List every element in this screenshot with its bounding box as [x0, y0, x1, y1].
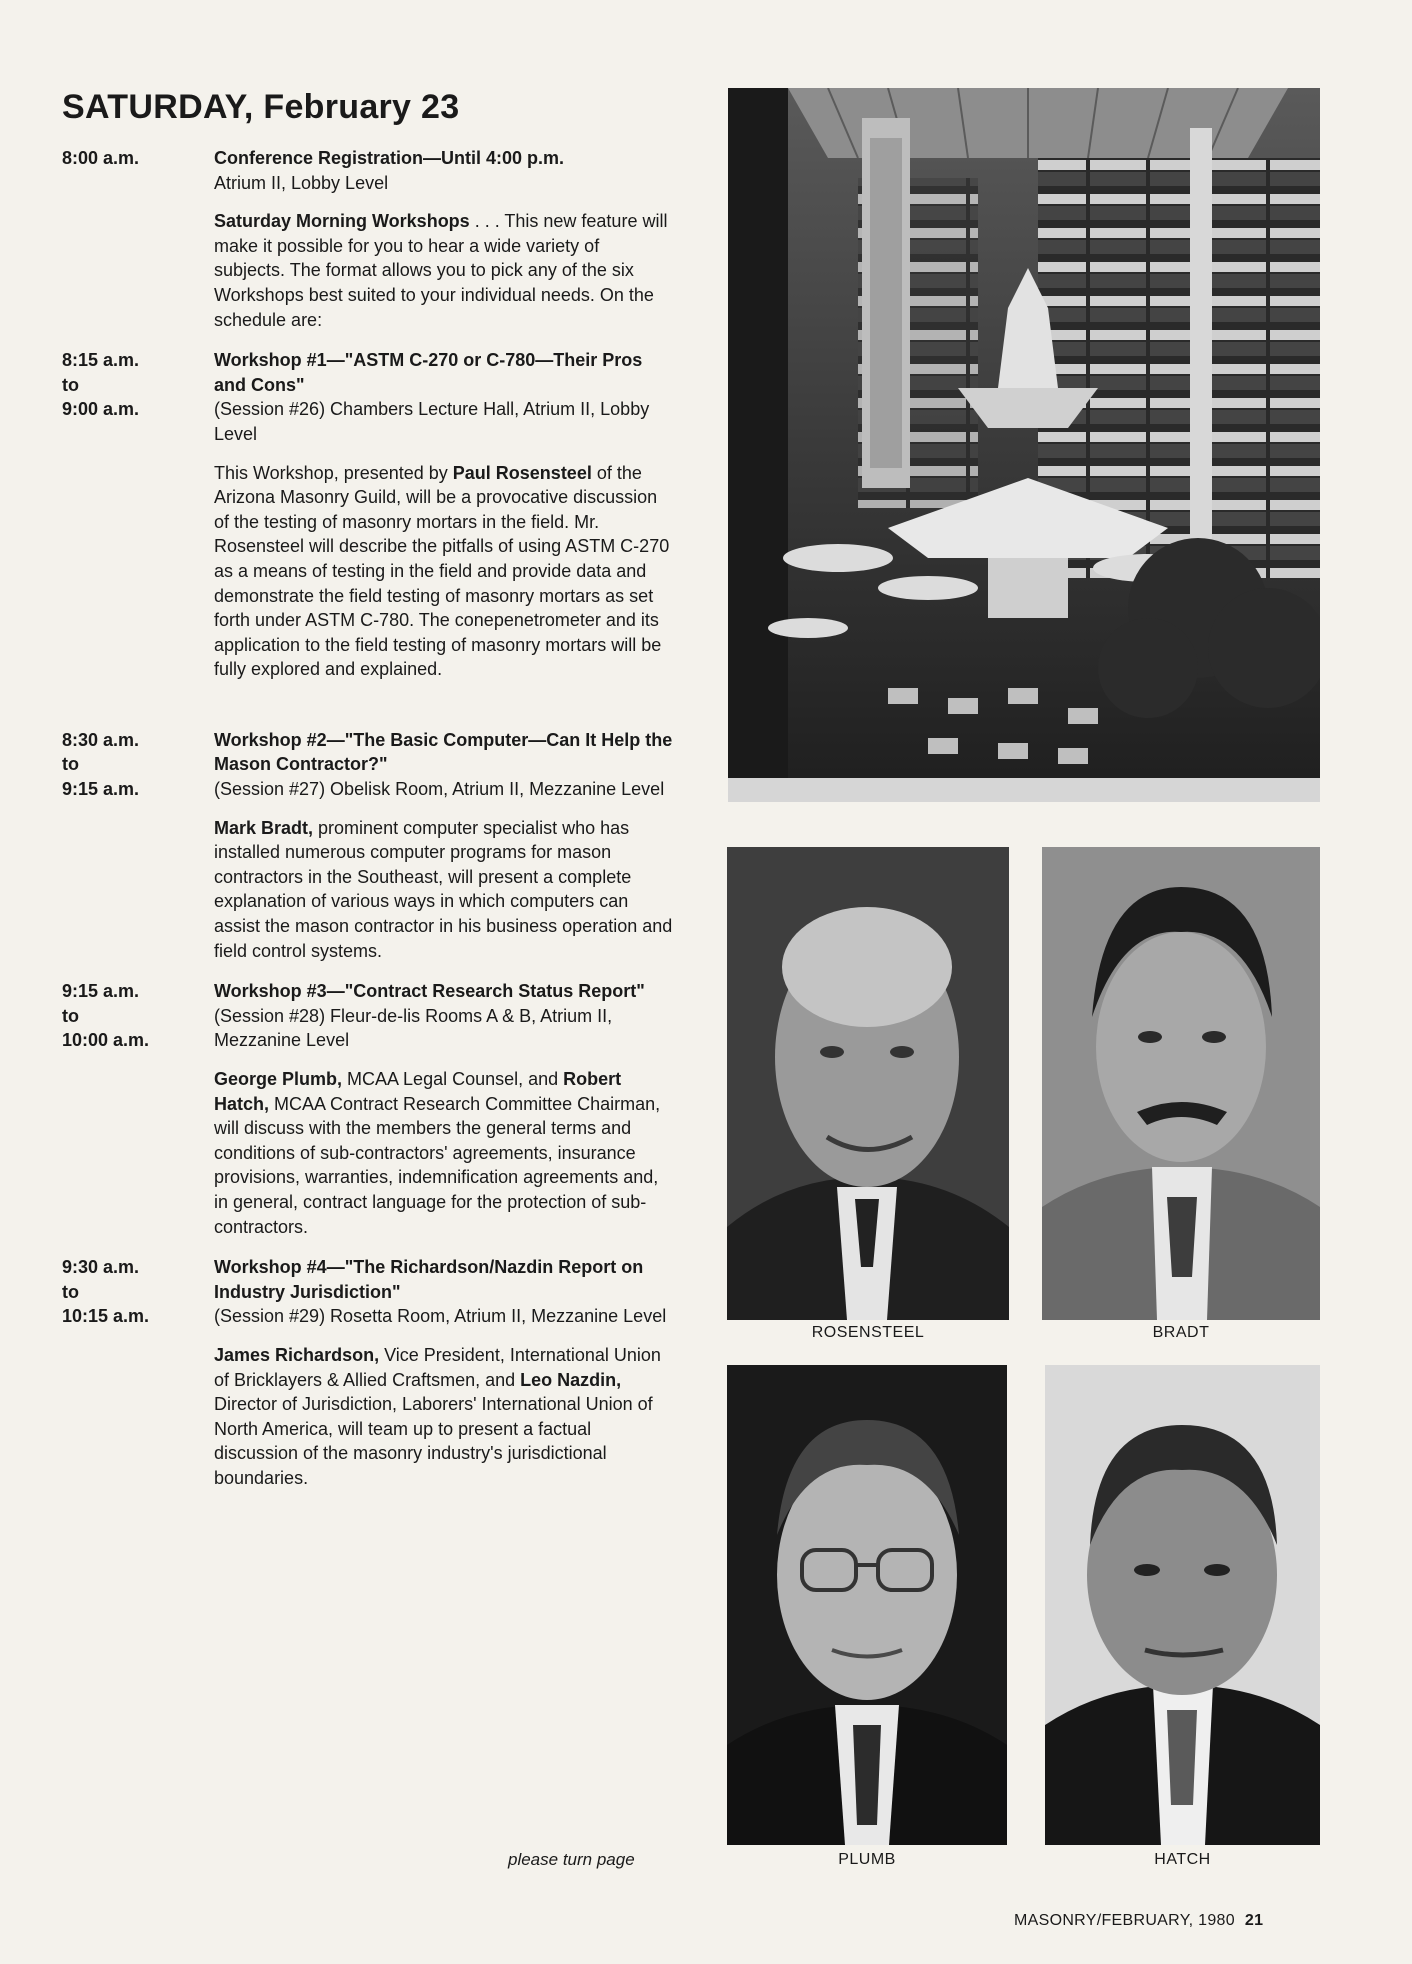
hatch-portrait-illustration — [1045, 1365, 1320, 1845]
desc-text: Director of Jurisdiction, Laborers' International Union of North America, will team up to present a factual discussion of the masonry industry's jurisdictional boundaries. — [214, 1394, 653, 1488]
workshop-description — [214, 461, 674, 682]
entry-time — [62, 146, 202, 171]
schedule-entry-registration — [62, 146, 682, 332]
speaker-name: Mark Bradt, — [214, 817, 314, 838]
schedule-entry-workshop-3 — [62, 979, 682, 1239]
portrait-rosensteel — [727, 847, 1009, 1320]
time-line: to — [62, 1281, 79, 1302]
time-line: 9:00 a.m. — [62, 399, 140, 420]
entry-body — [214, 1255, 674, 1490]
desc-text: of the Arizona Masonry Guild, will be a provocative discussion of the testing of masonry mortars in the field. Mr. Rosensteel will describe the pitfalls of using ASTM C-270 as a means of testing in the field and provide data and demonstrate the field testing of masonry mortars as set forth under ASTM C-780. The conepenetrometer and its application to the field testing of masonry mortars will be fully explored and explained. — [214, 462, 670, 680]
time-line: 8:00 a.m. — [62, 148, 140, 168]
caption-plumb: PLUMB — [838, 1851, 896, 1868]
workshop-title: Workshop #4—"The Richardson/Nazdin Report on Industry Jurisdiction" — [214, 1257, 644, 1302]
entry-time — [62, 348, 202, 422]
time-line: 8:30 a.m. — [62, 729, 140, 750]
entry-time — [62, 1255, 202, 1329]
morning-workshops-intro — [214, 209, 674, 332]
entry-body — [214, 728, 674, 963]
workshop-location: (Session #29) Rosetta Room, Atrium II, Mezzanine Level — [214, 1306, 667, 1327]
time-line: 9:15 a.m. — [62, 779, 140, 800]
workshop-title: Workshop #1—"ASTM C-270 or C-780—Their Pros and Cons" — [214, 350, 643, 395]
desc-text: This Workshop, presented by — [214, 462, 453, 483]
workshop-description — [214, 1067, 674, 1239]
time-line: 9:15 a.m. — [62, 981, 140, 1002]
desc-text: prominent computer specialist who has installed numerous computer programs for mason contractors in the Southeast, will present a complete explanation of various ways in which computers can assist the mason contractor in his business operation and field control systems. — [214, 817, 673, 961]
time-line: 8:15 a.m. — [62, 350, 140, 371]
rosensteel-portrait-illustration — [727, 847, 1009, 1320]
schedule-entry-workshop-2 — [62, 728, 682, 963]
time-line: to — [62, 1005, 79, 1026]
workshop-location: (Session #27) Obelisk Room, Atrium II, Mezzanine Level — [214, 779, 665, 800]
entry-time — [62, 728, 202, 802]
publication-line: MASONRY/FEBRUARY, 1980 — [1014, 1912, 1235, 1929]
plumb-portrait-illustration — [727, 1365, 1007, 1845]
entry-body — [214, 146, 674, 332]
page-footer — [1014, 1912, 1263, 1930]
turn-page-note: please turn page — [508, 1850, 635, 1869]
desc-text: MCAA Legal Counsel, and — [342, 1069, 564, 1089]
page-title: SATURDAY, February 23 — [62, 88, 460, 126]
workshop-description — [214, 1343, 674, 1491]
intro-text: . . . This new feature will make it possible for you to hear a wide variety of subjects. The format allows you to pick any of the six Workshops best suited to your individual needs. On the schedule are: — [214, 211, 668, 330]
caption-bradt: BRADT — [1152, 1324, 1210, 1341]
portrait-plumb — [727, 1365, 1007, 1845]
speaker-name: Paul Rosensteel — [452, 462, 592, 483]
bradt-portrait-illustration — [1042, 847, 1320, 1320]
time-line: 10:15 a.m. — [62, 1306, 150, 1327]
time-line: 10:00 a.m. — [62, 1030, 150, 1051]
workshop-title: Workshop #3—"Contract Research Status Report" — [214, 981, 645, 1002]
entry-body — [214, 348, 674, 682]
workshop-description — [214, 816, 674, 964]
intro-lead: Saturday Morning Workshops — [214, 211, 470, 232]
workshop-title: Workshop #2—"The Basic Computer—Can It Help the Mason Contractor?" — [214, 729, 673, 775]
desc-text: MCAA Contract Research Committee Chairman, will discuss with the members the general terms and conditions of sub-contractors' agreements, insurance provisions, warranties, indemnification agreements and, in general, contract language for the protection of sub-contractors. — [214, 1093, 661, 1237]
speaker-name: George Plumb, — [214, 1069, 343, 1089]
desc-text: Vice President, International Union of Bricklayers & Allied Craftsmen, and — [214, 1344, 661, 1390]
caption-rosensteel: ROSENSTEEL — [811, 1324, 925, 1341]
time-line: to — [62, 374, 79, 395]
entry-body — [214, 979, 674, 1239]
schedule-entry-workshop-4 — [62, 1255, 682, 1490]
schedule-entry-workshop-1 — [62, 348, 682, 682]
entry-time — [62, 979, 202, 1053]
atrium-photo — [728, 88, 1320, 802]
registration-location: Atrium II, Lobby Level — [214, 172, 389, 193]
time-line: 9:30 a.m. — [62, 1257, 140, 1278]
speaker-name: Leo Nazdin, — [520, 1369, 622, 1390]
portrait-bradt — [1042, 847, 1320, 1320]
speaker-name: James Richardson, — [214, 1344, 380, 1365]
page-number: 21 — [1244, 1912, 1264, 1929]
portrait-hatch — [1045, 1365, 1320, 1845]
speaker-name: Robert Hatch, — [214, 1069, 622, 1114]
time-line: to — [62, 754, 79, 775]
registration-title: Conference Registration—Until 4:00 p.m. — [214, 148, 565, 168]
atrium-photo-illustration — [728, 88, 1320, 802]
workshop-location: (Session #26) Chambers Lecture Hall, Atrium II, Lobby Level — [214, 399, 650, 444]
caption-hatch: HATCH — [1154, 1851, 1211, 1868]
schedule — [62, 146, 682, 1491]
workshop-location: (Session #28) Fleur-de-lis Rooms A & B, Atrium II, Mezzanine Level — [214, 1005, 613, 1051]
